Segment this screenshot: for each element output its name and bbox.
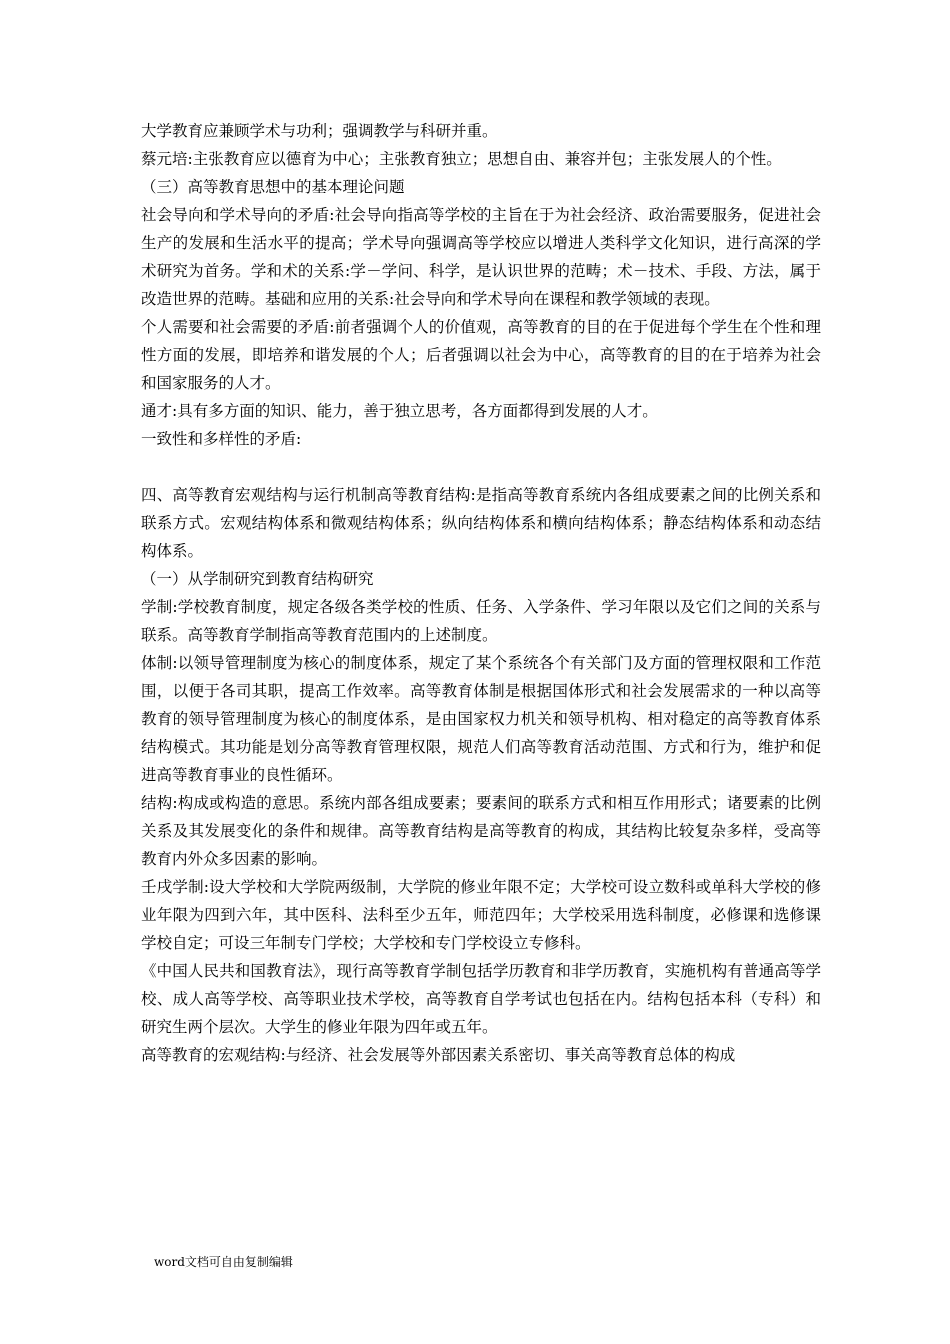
paragraph: 社会导向和学术导向的矛盾:社会导向指高等学校的主旨在于为社会经济、政治需要服务，促进社会生产的发展和生活水平的提高；学术导向强调高等学校应以增进人类科学文化知识，进行高深的学术研究为首务。学和术的关系:学－学问、科学，是认识世界的范畴；术－技术、手段、方法，属于改造世界的范畴。基础和应用的关系:社会导向和学术导向在课程和教学领域的表现。 (141, 206, 821, 308)
paragraph: 四、高等教育宏观结构与运行机制高等教育结构:是指高等教育系统内各组成要素之间的比例关系和联系方式。宏观结构体系和微观结构体系；纵向结构体系和横向结构体系；静态结构体系和动态结构体系。 (141, 486, 821, 560)
document-body (141, 117, 821, 1069)
paragraph: 大学教育应兼顾学术与功利；强调教学与科研并重。 (141, 122, 498, 140)
paragraph: 壬戌学制:设大学校和大学院两级制，大学院的修业年限不定；大学校可设立数科或单科大学校的修业年限为四到六年，其中医科、法科至少五年，师范四年；大学校采用选科制度，必修课和选修课学校自定；可设三年制专门学校；大学校和专门学校设立专修科。 (141, 878, 821, 952)
section-heading: （三）高等教育思想中的基本理论问题 (141, 178, 405, 196)
paragraph: 《中国人民共和国教育法》，现行高等教育学制包括学历教育和非学历教育，实施机构有普通高等学校、成人高等学校、高等职业技术学校，高等教育自学考试也包括在内。结构包括本科（专科）和研究生两个层次。大学生的修业年限为四年或五年。 (141, 962, 821, 1036)
paragraph: 蔡元培:主张教育应以德育为中心；主张教育独立；思想自由、兼容并包；主张发展人的个性。 (141, 150, 782, 168)
blank-line (141, 453, 821, 481)
section-heading: （一）从学制研究到教育结构研究 (141, 570, 374, 588)
paragraph: 学制:学校教育制度，规定各级各类学校的性质、任务、入学条件、学习年限以及它们之间的关系与联系。高等教育学制指高等教育范围内的上述制度。 (141, 598, 821, 644)
paragraph: 一致性和多样性的矛盾: (141, 430, 302, 448)
paragraph: 体制:以领导管理制度为核心的制度体系，规定了某个系统各个有关部门及方面的管理权限和工作范围，以便于各司其职，提高工作效率。高等教育体制是根据国体形式和社会发展需求的一种以高等教育的领导管理制度为核心的制度体系，是由国家权力机关和领导机构、相对稳定的高等教育体系结构模式。其功能是划分高等教育管理权限，规范人们高等教育活动范围、方式和行为，维护和促进高等教育事业的良性循环。 (141, 654, 821, 784)
paragraph: 结构:构成或构造的意思。系统内部各组成要素；要素间的联系方式和相互作用形式；诸要素的比例关系及其发展变化的条件和规律。高等教育结构是高等教育的构成，其结构比较复杂多样，受高等教育内外众多因素的影响。 (141, 794, 821, 868)
page-footer: word文档可自由复制编辑 (154, 1255, 293, 1269)
paragraph: 高等教育的宏观结构:与经济、社会发展等外部因素关系密切、事关高等教育总体的构成 (141, 1046, 736, 1064)
paragraph: 个人需要和社会需要的矛盾:前者强调个人的价值观，高等教育的目的在于促进每个学生在个性和理性方面的发展，即培养和谐发展的个人；后者强调以社会为中心，高等教育的目的在于培养为社会和国家服务的人才。 (141, 318, 821, 392)
paragraph: 通才:具有多方面的知识、能力，善于独立思考，各方面都得到发展的人才。 (141, 402, 658, 420)
